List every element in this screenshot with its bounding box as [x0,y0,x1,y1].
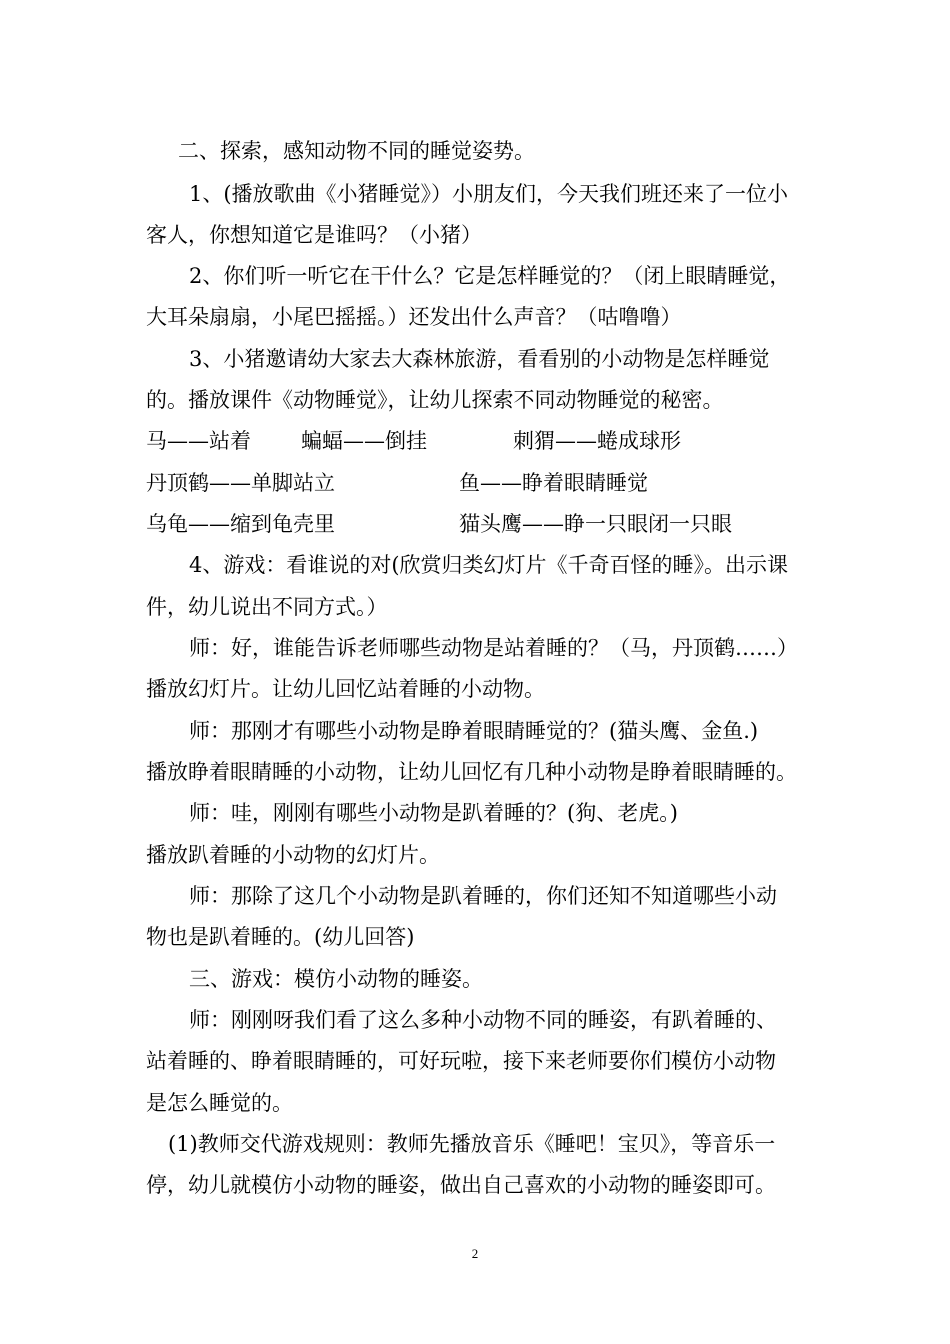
paragraph-line: 是怎么睡觉的。 [146,1091,293,1115]
paragraph-line: 师：好，谁能告诉老师哪些动物是站着睡的？（马，丹顶鹤……） [189,636,798,660]
paragraph-line: 师：刚刚呀我们看了这么多种小动物不同的睡姿，有趴着睡的、 [189,1008,777,1032]
paragraph-line: 停，幼儿就模仿小动物的睡姿，做出自己喜欢的小动物的睡姿即可。 [146,1173,776,1197]
animal-item: 蝙蝠——倒挂 [301,429,427,453]
paragraph-line: 3、小猪邀请幼大家去大森林旅游，看看别的小动物是怎样睡觉 [189,347,770,371]
paragraph-line: 客人，你想知道它是谁吗？（小猪） [146,223,482,247]
page-number: 2 [471,1246,479,1261]
paragraph-line: 1、(播放歌曲《小猪睡觉》）小朋友们，今天我们班还来了一位小 [189,182,789,206]
animal-item: 乌龟——缩到龟壳里 [146,512,335,536]
paragraph-line: 师：那刚才有哪些小动物是睁着眼睛睡觉的？(猫头鹰、金鱼.) [189,719,759,743]
paragraph-line: 大耳朵扇扇，小尾巴摇摇。）还发出什么声音？（咕噜噜） [146,305,682,329]
animal-item: 刺猬——蜷成球形 [513,429,681,453]
paragraph-line: 播放睁着眼睛睡的小动物，让幼儿回忆有几种小动物是睁着眼睛睡的。 [146,760,797,784]
paragraph-line: 物也是趴着睡的。(幼儿回答) [146,925,415,949]
paragraph-line: 师：那除了这几个小动物是趴着睡的，你们还知不知道哪些小动 [189,884,777,908]
paragraph-line: 的。播放课件《动物睡觉》，让幼儿探索不同动物睡觉的秘密。 [146,388,724,412]
paragraph-line: 站着睡的、睁着眼睛睡的，可好玩啦，接下来老师要你们模仿小动物 [146,1049,776,1073]
section-heading-3: 三、游戏：模仿小动物的睡姿。 [189,967,483,991]
paragraph-line: 师：哇，刚刚有哪些小动物是趴着睡的？(狗、老虎。) [189,801,678,825]
animal-item: 鱼——睁着眼睛睡觉 [459,471,648,495]
paragraph-line: 2、你们听一听它在干什么？它是怎样睡觉的？（闭上眼睛睡觉， [189,264,791,288]
paragraph-line: 播放趴着睡的小动物的幻灯片。 [146,843,440,867]
paragraph-line: 件，幼儿说出不同方式。） [146,595,388,619]
paragraph-line: 4、游戏：看谁说的对(欣赏归类幻灯片《千奇百怪的睡》。出示课 [189,553,789,577]
animal-item: 丹顶鹤——单脚站立 [146,471,335,495]
animal-item: 马——站着 [146,429,251,453]
section-heading-2: 二、探索，感知动物不同的睡觉姿势。 [178,139,535,163]
paragraph-line: 播放幻灯片。让幼儿回忆站着睡的小动物。 [146,677,545,701]
paragraph-line: (1)教师交代游戏规则：教师先播放音乐《睡吧！宝贝》，等音乐一 [168,1132,776,1156]
animal-item: 猫头鹰——睁一只眼闭一只眼 [459,512,732,536]
